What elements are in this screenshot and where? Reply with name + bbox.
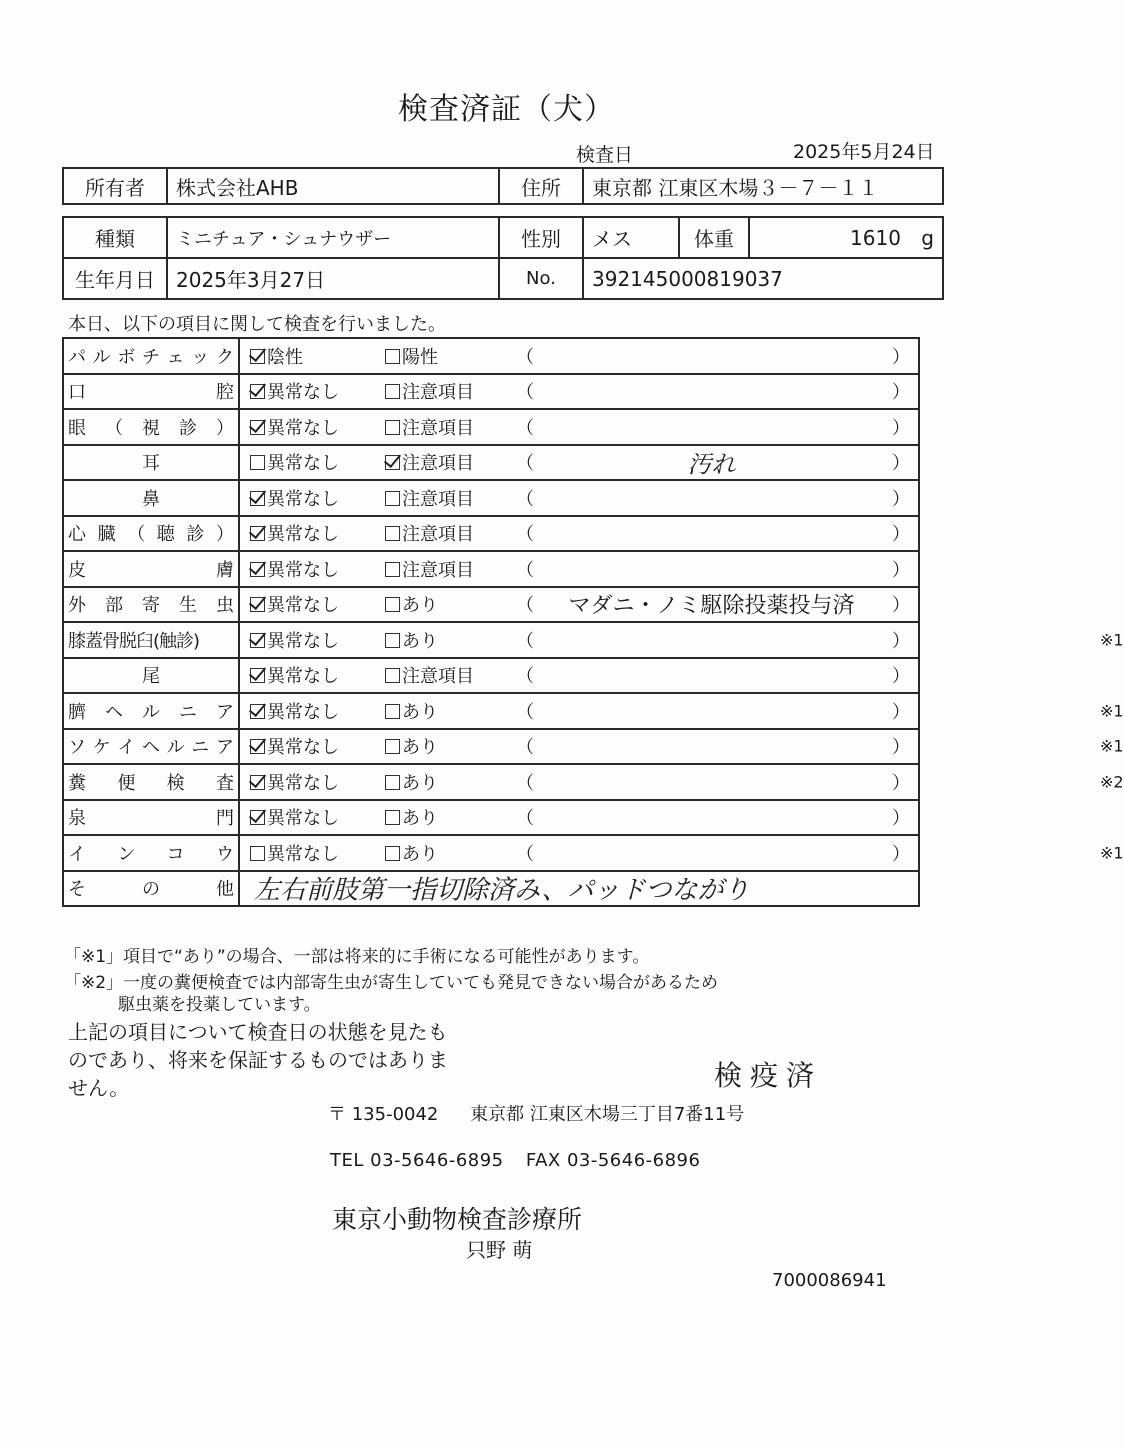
option-label: 注意項目 [402, 453, 474, 475]
label-char: そ [68, 879, 86, 901]
remark-text: 汚れ [687, 450, 736, 479]
quarantine-stamp: 検疫済 [714, 1059, 823, 1092]
label-char: （ [127, 524, 146, 546]
option-attention[interactable] [385, 449, 474, 475]
inspection-item-label [68, 698, 234, 724]
other-value: 左右前肢第一指切除済み、パッドつながり [254, 875, 750, 906]
option-attention[interactable] [385, 698, 438, 724]
remark-paren-close: ） [892, 666, 910, 688]
label-char: ェ [166, 346, 185, 368]
option-label: 異常なし [267, 843, 339, 865]
footnote-2-line1: 「※2」一度の糞便検査では内部寄生虫が寄生していても発見できない場合があるため [64, 973, 719, 993]
weight-label: 体重 [679, 217, 749, 258]
option-label: 注意項目 [402, 488, 474, 510]
checked-box-icon[interactable] [250, 597, 265, 612]
option-label: あり [402, 701, 438, 723]
footnote-mark: ※2 [1100, 772, 1124, 792]
option-label: 異常なし [267, 630, 339, 652]
checked-box-icon[interactable] [250, 739, 265, 754]
remark-paren-open: （ [516, 772, 534, 794]
birth-label: 生年月日 [63, 258, 167, 299]
no-label: No. [499, 258, 583, 299]
option-attention[interactable] [385, 627, 438, 653]
animal-table [62, 216, 944, 300]
option-label: 異常なし [267, 559, 339, 581]
checked-box-icon[interactable] [250, 384, 265, 399]
label-char: ヘ [141, 737, 160, 759]
label-char: ル [92, 346, 111, 368]
checkbox-icon[interactable] [385, 526, 400, 541]
inspection-item-label: 耳 [142, 453, 160, 475]
label-char: の [142, 879, 160, 901]
remark-paren-open: （ [516, 595, 534, 617]
inspection-item-label: 膝蓋骨脱臼(触診) [68, 630, 200, 652]
checkbox-icon[interactable] [385, 562, 400, 577]
clinic-address: 東京都 江東区木場三丁目7番11号 [470, 1104, 745, 1125]
inspection-item-label [68, 840, 234, 866]
remark-paren-close: ） [892, 843, 910, 865]
label-char: 虫 [216, 595, 234, 617]
option-label: あり [402, 737, 438, 759]
option-normal[interactable] [250, 840, 339, 866]
inspection-item-cell [63, 587, 239, 623]
inspection-row [63, 622, 919, 658]
option-label: 異常なし [267, 666, 339, 688]
inspection-result-cell [239, 729, 1124, 765]
label-char: 聴 [156, 524, 175, 546]
inspection-item-cell [63, 764, 239, 800]
label-char: 腔 [216, 382, 234, 404]
inspection-row [63, 338, 919, 374]
weight-cell [749, 217, 943, 258]
inspection-item-label [68, 804, 234, 830]
label-char: 糞 [68, 772, 86, 794]
label-char: 眼 [68, 417, 86, 439]
clinic-tel: TEL 03-5646-6895 [330, 1150, 504, 1171]
option-label: あり [402, 843, 438, 865]
option-attention[interactable] [385, 733, 438, 759]
option-normal[interactable] [250, 591, 339, 617]
remark-paren-open: （ [516, 488, 534, 510]
remark-paren-open: （ [516, 737, 534, 759]
owner-label: 所有者 [63, 168, 167, 204]
checkbox-icon[interactable] [385, 491, 400, 506]
inspection-item-cell [63, 480, 239, 516]
inspection-result-cell [239, 374, 919, 410]
checkbox-icon[interactable] [385, 775, 400, 790]
inspection-item-label [68, 556, 234, 582]
option-label: 注意項目 [402, 524, 474, 546]
label-char: 皮 [68, 559, 86, 581]
inspection-row [63, 516, 919, 552]
remark-paren-close: ） [892, 417, 910, 439]
checkbox-icon[interactable] [385, 846, 400, 861]
label-char: ル [142, 701, 160, 723]
remark-paren-open: （ [516, 417, 534, 439]
remark-paren-close: ） [892, 595, 910, 617]
label-char: ン [117, 843, 136, 865]
label-char: コ [166, 843, 185, 865]
option-label: 陰性 [267, 346, 303, 368]
inspection-item-cell [63, 445, 239, 481]
remark-paren-close: ） [892, 453, 910, 475]
inspection-date-label: 検査日 [576, 144, 634, 166]
owner-value: 株式会社AHB [167, 168, 499, 204]
checkbox-icon[interactable] [385, 633, 400, 648]
remark-paren-open: （ [516, 666, 534, 688]
option-label: 異常なし [267, 808, 339, 830]
inspection-item-cell [63, 551, 239, 587]
inspection-result-cell [239, 693, 1124, 729]
checked-box-icon[interactable] [250, 704, 265, 719]
label-char: 生 [179, 595, 197, 617]
label-char: イ [68, 843, 86, 865]
option-label: あり [402, 772, 438, 794]
remark-paren-close: ） [892, 382, 910, 404]
remark-paren-close: ） [892, 772, 910, 794]
inspection-result-cell [239, 445, 919, 481]
label-char: ッ [191, 346, 210, 368]
checked-box-icon[interactable] [250, 810, 265, 825]
option-attention[interactable] [385, 840, 438, 866]
option-normal[interactable] [250, 662, 339, 688]
weight-unit: g [921, 225, 934, 250]
inspection-item-cell [63, 658, 239, 694]
footnote-1: 「※1」項目で“あり”の場合、一部は将来的に手術になる可能性があります。 [64, 947, 650, 967]
remark-paren-close: ） [892, 737, 910, 759]
breed-value: ミニチュア・シュナウザー [167, 217, 499, 258]
checked-box-icon[interactable] [250, 420, 265, 435]
checked-box-icon[interactable] [250, 633, 265, 648]
checked-box-icon[interactable] [250, 562, 265, 577]
sex-label: 性別 [499, 217, 583, 258]
clinic-name: 東京小動物検査診療所 [332, 1205, 583, 1234]
inspection-row [63, 658, 919, 694]
footnote-mark: ※1 [1100, 736, 1124, 756]
clinic-address-line [328, 1100, 744, 1126]
checked-box-icon[interactable] [250, 668, 265, 683]
label-char: ソ [68, 737, 86, 759]
address-value: 東京都 江東区木場３－７－１１ [583, 168, 943, 204]
inspection-item-cell [63, 693, 239, 729]
inspection-result-cell [239, 764, 1124, 800]
inspection-table [62, 337, 1124, 907]
inspection-result-cell [239, 551, 919, 587]
option-label: 異常なし [267, 701, 339, 723]
checkbox-icon[interactable] [385, 739, 400, 754]
label-char: 便 [117, 772, 136, 794]
label-char: ） [216, 417, 234, 439]
other-label-cell [63, 871, 239, 907]
disclaimer: 上記の項目について検査日の状態を見たものであり、将来を保証するものではありません。 [68, 1020, 448, 1100]
label-char: 泉 [68, 808, 86, 830]
label-char: 臍 [68, 701, 86, 723]
option-label: あり [402, 808, 438, 830]
option-attention[interactable] [385, 343, 438, 369]
inspection-item-cell [63, 516, 239, 552]
option-label: 異常なし [267, 382, 339, 404]
option-attention[interactable] [385, 804, 438, 830]
inspection-result-cell [239, 800, 919, 836]
option-normal[interactable] [250, 733, 339, 759]
label-char: 口 [68, 382, 86, 404]
checkbox-icon[interactable] [250, 846, 265, 861]
option-label: 異常なし [267, 737, 339, 759]
label-char: 査 [215, 772, 234, 794]
inspection-date-value: 2025年5月24日 [793, 141, 935, 163]
birth-value: 2025年3月27日 [167, 258, 499, 299]
checkbox-icon[interactable] [385, 420, 400, 435]
option-label: 異常なし [267, 524, 339, 546]
option-label: あり [402, 595, 438, 617]
remark-paren-open: （ [516, 382, 534, 404]
remark-paren-close: ） [892, 524, 910, 546]
clinic-contact-line [330, 1150, 700, 1171]
option-label: あり [402, 630, 438, 652]
label-char: 検 [166, 772, 185, 794]
remark-text: マダニ・ノミ駆除投薬投与済 [568, 593, 855, 619]
inspection-item-cell [63, 622, 239, 658]
checked-box-icon[interactable] [250, 491, 265, 506]
label-char: 寄 [142, 595, 160, 617]
inspection-row [63, 729, 919, 765]
remark-paren-close: ） [892, 346, 910, 368]
option-attention[interactable] [385, 520, 474, 546]
label-char: ア [216, 701, 234, 723]
label-char: チ [141, 346, 160, 368]
option-label: 異常なし [267, 453, 339, 475]
label-char: ケ [92, 737, 111, 759]
label-char: 心 [68, 524, 86, 546]
inspection-result-cell [239, 835, 1124, 871]
remark-paren-open: （ [516, 630, 534, 652]
label-char: 門 [216, 808, 234, 830]
inspection-item-label: 鼻 [142, 488, 160, 510]
remark-paren-open: （ [516, 524, 534, 546]
inspection-item-label [68, 343, 234, 369]
checkbox-icon[interactable] [385, 384, 400, 399]
remark-paren-close: ） [892, 808, 910, 830]
option-normal[interactable] [250, 520, 339, 546]
sex-value: メス [583, 217, 679, 258]
inspection-row [63, 409, 919, 445]
option-attention[interactable] [385, 414, 474, 440]
option-label: 注意項目 [402, 559, 474, 581]
option-label: 異常なし [267, 488, 339, 510]
inspection-result-cell [239, 516, 919, 552]
inspection-result-cell [239, 622, 1124, 658]
option-normal[interactable] [250, 378, 339, 404]
address-label: 住所 [499, 168, 583, 204]
checkbox-icon[interactable] [385, 349, 400, 364]
no-value: 392145000819037 [583, 258, 943, 299]
label-char: ニ [191, 737, 210, 759]
inspection-result-cell [239, 658, 919, 694]
option-normal[interactable] [250, 556, 339, 582]
inspection-item-cell [63, 800, 239, 836]
option-attention[interactable] [385, 769, 438, 795]
footnote-mark: ※1 [1100, 701, 1124, 721]
checkbox-icon[interactable] [385, 704, 400, 719]
inspection-item-label [68, 591, 234, 617]
inspection-row [63, 764, 919, 800]
option-normal[interactable] [250, 343, 303, 369]
inspection-result-cell [239, 587, 919, 623]
inspection-item-label [68, 733, 234, 759]
inspection-row [63, 551, 919, 587]
option-normal[interactable] [250, 485, 339, 511]
owner-table [62, 167, 944, 205]
option-normal[interactable] [250, 769, 339, 795]
inspection-item-cell [63, 338, 239, 374]
label-char: 診 [179, 417, 197, 439]
clinic-fax: FAX 03-5646-6896 [525, 1150, 701, 1171]
inspection-item-cell [63, 729, 239, 765]
label-char: ヘ [105, 701, 123, 723]
label-char: ニ [179, 701, 197, 723]
remark-paren-open: （ [516, 701, 534, 723]
inspection-row [63, 445, 919, 481]
option-label: 異常なし [267, 595, 339, 617]
weight-value: 1610 [850, 225, 901, 250]
label-char: 膚 [216, 559, 234, 581]
remark-paren-open: （ [516, 453, 534, 475]
inspection-row [63, 693, 919, 729]
checkbox-icon[interactable] [250, 455, 265, 470]
intro-text: 本日、以下の項目に関して検査を行いました。 [68, 314, 446, 335]
inspection-row [63, 835, 919, 871]
remark-paren-open: （ [516, 808, 534, 830]
label-char: ア [215, 737, 234, 759]
option-attention[interactable] [385, 591, 438, 617]
checked-box-icon[interactable] [250, 526, 265, 541]
label-char: 臓 [97, 524, 116, 546]
inspection-item-label [68, 414, 234, 440]
serial-number: 7000086941 [772, 1270, 887, 1291]
option-normal[interactable] [250, 449, 339, 475]
label-char: ク [215, 346, 234, 368]
option-attention[interactable] [385, 662, 474, 688]
inspection-item-label: 尾 [142, 666, 160, 688]
inspection-row [63, 374, 919, 410]
inspection-result-cell [239, 338, 919, 374]
inspection-item-cell [63, 409, 239, 445]
footnote-mark: ※1 [1100, 843, 1124, 863]
footnote-mark: ※1 [1100, 630, 1124, 650]
checkbox-icon[interactable] [385, 597, 400, 612]
checked-box-icon[interactable] [250, 775, 265, 790]
inspection-result-cell [239, 409, 919, 445]
remark-paren-open: （ [516, 843, 534, 865]
option-normal[interactable] [250, 414, 339, 440]
inspection-item-label [68, 520, 234, 546]
option-label: 異常なし [267, 417, 339, 439]
label-char: 他 [216, 879, 234, 901]
label-char: 診 [186, 524, 205, 546]
remark-paren-close: ） [892, 701, 910, 723]
checked-box-icon[interactable] [250, 349, 265, 364]
remark-paren-close: ） [892, 559, 910, 581]
other-label [68, 875, 234, 901]
inspection-item-label [68, 378, 234, 404]
option-label: 異常なし [267, 772, 339, 794]
option-attention[interactable] [385, 378, 474, 404]
option-label: 注意項目 [402, 382, 474, 404]
label-char: 部 [105, 595, 123, 617]
inspection-row [63, 480, 919, 516]
clinic-postal: 〒 135-0042 [328, 1104, 439, 1125]
label-char: イ [117, 737, 136, 759]
label-char: ボ [117, 346, 136, 368]
checkbox-icon[interactable] [385, 668, 400, 683]
label-char: パ [68, 346, 86, 368]
label-char: ウ [215, 843, 234, 865]
option-label: 注意項目 [402, 666, 474, 688]
option-label: 注意項目 [402, 417, 474, 439]
option-attention[interactable] [385, 485, 474, 511]
document-title: 検査済証（犬） [398, 92, 615, 127]
remark-paren-open: （ [516, 346, 534, 368]
inspection-item-cell [63, 835, 239, 871]
option-normal[interactable] [250, 804, 339, 830]
inspection-item-label [68, 769, 234, 795]
option-label: 陽性 [402, 346, 438, 368]
option-normal[interactable] [250, 698, 339, 724]
remark-paren-close: ） [892, 488, 910, 510]
label-char: 視 [142, 417, 160, 439]
checked-box-icon[interactable] [385, 455, 400, 470]
option-attention[interactable] [385, 556, 474, 582]
breed-label: 種類 [63, 217, 167, 258]
remark-paren-open: （ [516, 559, 534, 581]
option-normal[interactable] [250, 627, 339, 653]
label-char: ） [215, 524, 234, 546]
inspection-row [63, 587, 919, 623]
label-char: 外 [68, 595, 86, 617]
other-value-cell [239, 871, 919, 907]
inspection-item-cell [63, 374, 239, 410]
remark-paren-close: ） [892, 630, 910, 652]
inspection-result-cell [239, 480, 919, 516]
veterinarian-name: 只野 萌 [466, 1238, 533, 1262]
footnote-2-line2: 駆虫薬を投薬しています。 [118, 995, 321, 1015]
label-char: （ [105, 417, 123, 439]
inspection-row [63, 800, 919, 836]
label-char: ル [166, 737, 185, 759]
checkbox-icon[interactable] [385, 810, 400, 825]
